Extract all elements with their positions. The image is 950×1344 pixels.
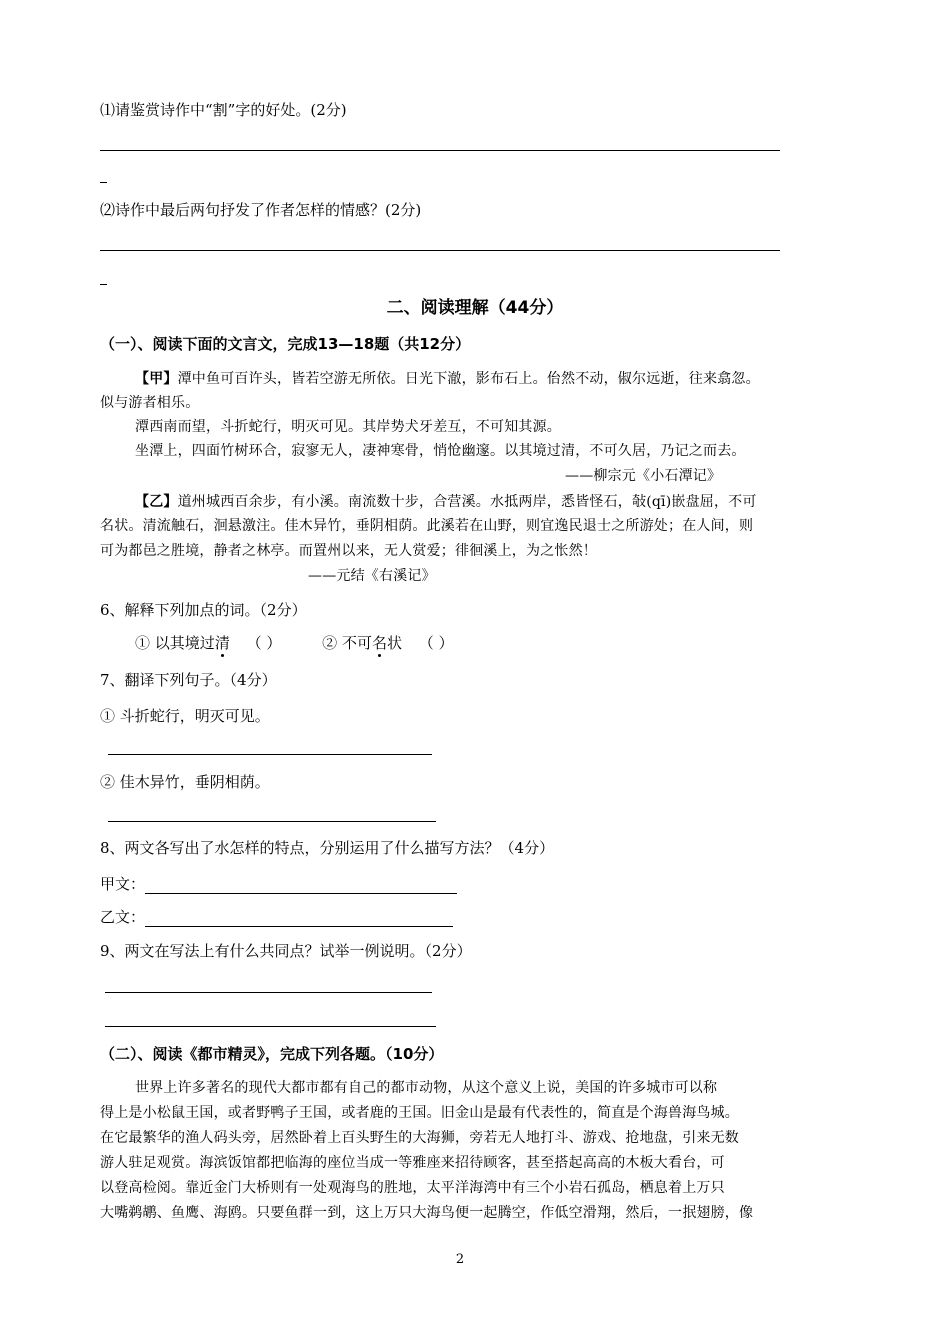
answer-paren: （ ） — [418, 634, 454, 652]
answer-line-tail — [100, 182, 107, 183]
passage-source: ——柳宗元《小石潭记》 — [565, 468, 722, 484]
passage-line: 得上是小松鼠王国，或者野鸭子王国，或者鹿的王国。旧金山是最有代表性的，简直是个海兽海鸟城。 — [100, 1105, 739, 1121]
passage-tag: 【甲】 — [135, 371, 178, 387]
answer-line — [105, 992, 432, 993]
answer-line — [100, 250, 780, 251]
question-6-options — [135, 633, 454, 653]
question-poem-2: ⑵诗作中最后两句抒发了作者怎样的情感？(2分) — [100, 201, 422, 219]
passage-line: 世界上许多著名的现代大都市都有自己的都市动物，从这个意义上说，美国的许多城市可以称 — [135, 1080, 718, 1096]
passage-line: 游人驻足观赏。海滨饭馆都把临海的座位当成一等雅座来招待顾客，甚至搭起高高的木板大看台，可 — [100, 1155, 725, 1171]
passage-yi-line: 可为都邑之胜境，静者之林亭。而置州以来，无人赏爱；徘徊溪上，为之怅然！ — [100, 543, 597, 559]
question-8-yi — [100, 907, 453, 927]
dotted-char: 清 — [214, 634, 230, 652]
question-7-sentence-1: ① 斗折蛇行，明灭可见。 — [100, 707, 270, 725]
passage-yi-line — [135, 492, 757, 512]
passage-text: 潭中鱼可百许头，皆若空游无所依。日光下澈，影布石上。佁然不动，俶尔远逝，往来翕忽。 — [177, 371, 760, 387]
section-title: 二、阅读理解（44分） — [386, 298, 564, 318]
answer-line — [100, 150, 780, 151]
answer-blank — [145, 912, 453, 927]
option-text: 以其境过 — [154, 634, 215, 652]
option-text: 不可 — [341, 634, 372, 652]
question-7: 7、翻译下列句子。（4分） — [100, 671, 277, 689]
answer-line — [108, 754, 432, 755]
passage-tag: 【乙】 — [135, 494, 178, 510]
page-number: 2 — [455, 1252, 465, 1267]
answer-label: 乙文： — [100, 908, 146, 926]
answer-blank — [145, 879, 457, 894]
passage-text: 道州城西百余步，有小溪。南流数十步，合营溪。水抵两岸，悉皆怪石，敧(qī)嵌盘屈，不可 — [177, 494, 757, 510]
question-8: 8、两文各写出了水怎样的特点，分别运用了什么描写方法？（4分） — [100, 839, 555, 857]
option-number: ① — [135, 634, 151, 652]
question-7-sentence-2: ② 佳木异竹，垂阴相荫。 — [100, 773, 270, 791]
option-text: 状 — [387, 634, 403, 652]
answer-line — [108, 821, 436, 822]
option-number: ② — [322, 634, 338, 652]
question-8-jia — [100, 874, 457, 894]
passage-line: 在它最繁华的渔人码头旁，居然卧着上百头野生的大海狮，旁若无人地打斗、游戏、抢地盘，引来无数 — [100, 1130, 739, 1146]
passage-yi-line: 名状。清流触石，洄悬激注。佳木异竹，垂阴相荫。此溪若在山野，则宜逸民退士之所游处；在人间，则 — [100, 518, 754, 534]
part1-heading: （一）、阅读下面的文言文，完成13—18题（共12分） — [100, 335, 471, 353]
passage-line: 以登高检阅。靠近金门大桥则有一处观海鸟的胜地，太平洋海湾中有三个小岩石孤岛，栖息着上万只 — [100, 1180, 725, 1196]
answer-line-tail — [100, 284, 107, 285]
answer-label: 甲文： — [100, 875, 146, 893]
part2-heading: （二）、阅读《都市精灵》，完成下列各题。（10分） — [100, 1045, 444, 1063]
passage-line: 大嘴鹈鹕、鱼鹰、海鸥。只要鱼群一到，这上万只大海鸟便一起腾空，作低空滑翔，然后，一抿翅膀，像 — [100, 1205, 754, 1221]
passage-jia-line: 潭西南而望，斗折蛇行，明灭可见。其岸势犬牙差互，不可知其源。 — [135, 419, 561, 435]
passage-jia-line: 似与游者相乐。 — [100, 395, 200, 411]
answer-line — [105, 1026, 436, 1027]
question-9: 9、两文在写法上有什么共同点？试举一例说明。（2分） — [100, 942, 472, 960]
dotted-char: 名 — [371, 634, 387, 652]
passage-jia-line — [135, 369, 760, 389]
question-6: 6、解释下列加点的词。（2分） — [100, 601, 307, 619]
passage-jia-line: 坐潭上，四面竹树环合，寂寥无人，凄神寒骨，悄怆幽邃。以其境过清，不可久居，乃记之而去。 — [135, 443, 746, 459]
question-poem-1: ⑴请鉴赏诗作中“割”字的好处。(2分) — [100, 101, 347, 119]
answer-paren: （ ） — [246, 634, 282, 652]
passage-source: ——元结《右溪记》 — [308, 568, 436, 584]
